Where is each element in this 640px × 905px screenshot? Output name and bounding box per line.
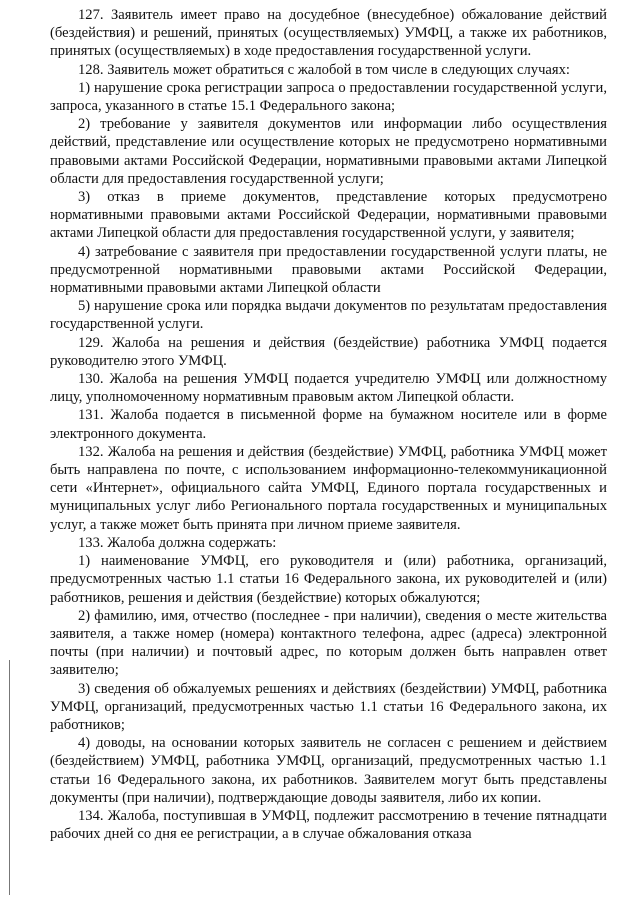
paragraph-128-item-2: 2) требование у заявителя документов или информации либо осуществления действий, представление или осуществление которых не предусмотрено нормативными правовыми актами Российской Федерации, нормативными правовыми актами Липецкой области для предоставления государственной услуги; bbox=[50, 116, 607, 187]
paragraph-133-item-1: 1) наименование УМФЦ, его руководителя и (или) работника, организаций, предусмотренных частью 1.1 статьи 16 Федерального закона, их руководителей и (или) работников, решения и действия (бездействие) которых обжалуются; bbox=[50, 553, 607, 606]
paragraph-127: 127. Заявитель имеет право на досудебное (внесудебное) обжалование действий (бездействия) и решений, принятых (осуществляемых) УМФЦ, а также их работников, принятых (осуществляемых) в ходе предоставления государственной услуги. bbox=[50, 7, 607, 60]
paragraph-131: 131. Жалоба подается в письменной форме на бумажном носителе или в форме электронного документа. bbox=[50, 407, 607, 442]
paragraph-128-item-1: 1) нарушение срока регистрации запроса о предоставлении государственной услуги, запроса, указанного в статье 15.1 Федерального закона; bbox=[50, 79, 607, 115]
paragraph-132: 132. Жалоба на решения и действия (бездействие) УМФЦ, работника УМФЦ может быть направлена по почте, с использованием информационно-телекоммуникационной сети «Интернет», официального сайта УМФЦ, Единого портала государственных и муниципальных услуг либо Регионального портала государственных и муниципальных услуг, а также может быть принята при личном приеме заявителя. bbox=[50, 443, 607, 533]
scan-edge-line bbox=[9, 660, 10, 895]
paragraph-128: 128. Заявитель может обратиться с жалобой в том числе в следующих случаях: bbox=[78, 61, 570, 78]
paragraph-128-item-4: 4) затребование с заявителя при предоставлении государственной услуги платы, не предусмотренной нормативными правовыми актами Российской Федерации, нормативными правовыми актами Липецкой области bbox=[50, 243, 607, 297]
paragraph-128-item-5: 5) нарушение срока или порядка выдачи документов по результатам предоставления государственной услуги. bbox=[50, 298, 607, 333]
paragraph-129: 129. Жалоба на решения и действия (бездействие) работника УМФЦ подается руководителю этого УМФЦ. bbox=[50, 334, 607, 369]
paragraph-133-item-4: 4) доводы, на основании которых заявитель не согласен с решением и действием (бездействием) УМФЦ, работника УМФЦ, организаций, предусмотренных частью 1.1 статьи 16 Федерального закона, их работников. Заявителем могут быть представлены документы (при наличии), подтверждающие доводы заявителя, либо их копии. bbox=[50, 735, 607, 806]
document-page bbox=[50, 6, 607, 843]
paragraph-128-item-3: 3) отказ в приеме документов, представление которых предусмотрено нормативными правовыми актами Российской Федерации, нормативными правовыми актами Липецкой области для предоставления государственной услуги, у заявителя; bbox=[50, 189, 607, 242]
paragraph-133-item-3: 3) сведения об обжалуемых решениях и действиях (бездействии) УМФЦ, работника УМФЦ, организаций, предусмотренных частью 1.1 статьи 16 Федерального закона, их работников; bbox=[50, 680, 607, 733]
paragraph-130: 130. Жалоба на решения УМФЦ подается учредителю УМФЦ или должностному лицу, уполномоченному нормативным правовым актом Липецкой области. bbox=[50, 371, 607, 406]
paragraph-134: 134. Жалоба, поступившая в УМФЦ, подлежит рассмотрению в течение пятнадцати рабочих дней со дня ее регистрации, а в случае обжалования отказа bbox=[50, 807, 607, 843]
paragraph-133: 133. Жалоба должна содержать: bbox=[78, 534, 277, 551]
paragraph-133-item-2: 2) фамилию, имя, отчество (последнее - при наличии), сведения о месте жительства заявителя, а также номер (номера) контактного телефона, адрес (адреса) электронной почты (при наличии) и почтовый адрес, по которым должен быть направлен ответ заявителю; bbox=[50, 607, 607, 679]
